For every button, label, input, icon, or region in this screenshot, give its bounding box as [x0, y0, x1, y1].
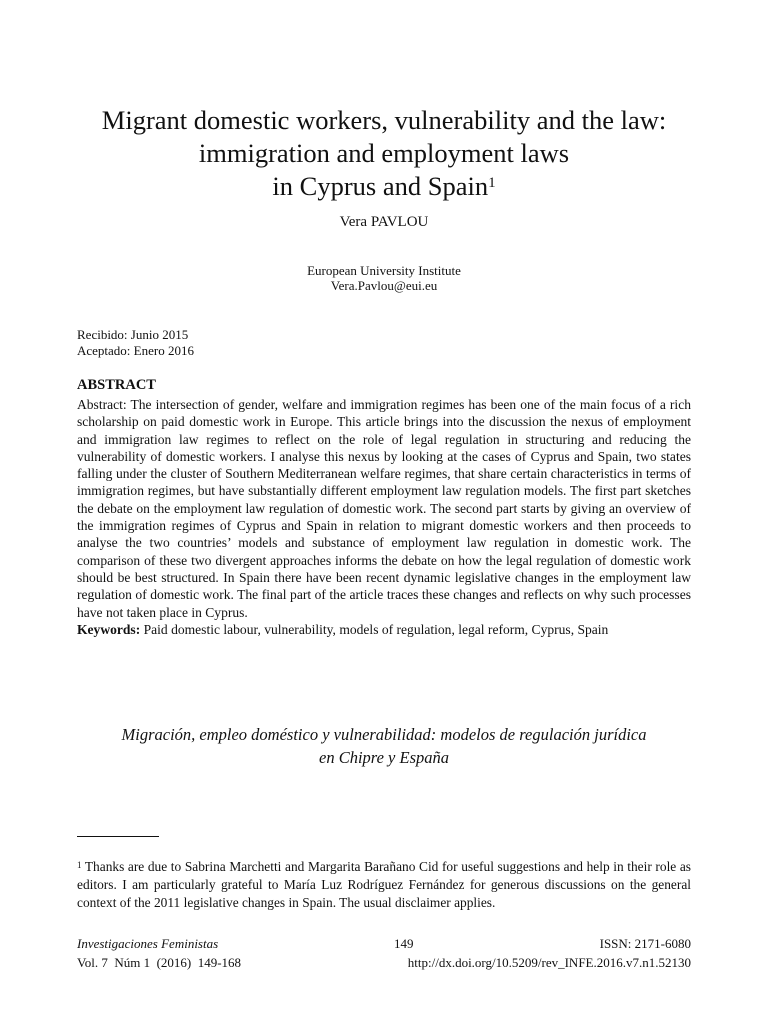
volume-info: Vol. 7 Núm 1 (2016) 149-168: [77, 955, 242, 970]
title-footnote-marker[interactable]: 1: [488, 175, 496, 191]
issn: ISSN: 2171-6080: [599, 936, 691, 951]
title-line-2: immigration and employment laws: [198, 138, 570, 168]
title-line-1: Migrant domestic workers, vulnerability and the law:: [101, 105, 667, 135]
doi-link[interactable]: http://dx.doi.org/10.5209/rev_INFE.2016.v7.n1.52130: [407, 955, 691, 970]
keywords-text: Paid domestic labour, vulnerability, models of regulation, legal reform, Cyprus, Spain: [143, 621, 609, 637]
spanish-title-line-2: en Chipre y España: [319, 748, 449, 767]
author-name: Vera PAVLOU: [339, 214, 429, 230]
affiliation-institution: European University Institute: [307, 263, 461, 278]
journal-name: Investigaciones Feministas: [77, 936, 219, 951]
footnote: [77, 858, 691, 912]
submission-dates: [77, 327, 194, 359]
footnote-separator: [77, 836, 159, 837]
article-title: [60, 104, 708, 203]
spanish-title-line-1: Migración, empleo doméstico y vulnerabilidad: modelos de regulación jurídica: [121, 725, 647, 744]
abstract-text: Abstract: The intersection of gender, welfare and immigration regimes has been one of the main focus of a rich scholarship on paid domestic work in Europe. This article brings into the discussion the nexus of employment and immigration law regimes to reflect on the role of legal regulation in structuring and reducing the vulnerability of domestic workers. I analyse this nexus by looking at the cases of Cyprus and Spain, two states falling under the cluster of Southern Mediterranean welfare regimes, that share certain characteristics in terms of immigration regimes, but have substantially different employment law regulation models. The first part sketches the debate on the employment law regulation of domestic work. The second part starts by giving an overview of the immigration regimes of Cyprus and Spain in relation to migrant domestic workers and then proceeds to analyse the two countries’ models and substance of employment law regulation in domestic work. The comparison of these two divergent approaches informs the debate on how the legal regulation of domestic work should be best structured. In Spain there have been recent dynamic legislative changes in the employment law regulation of domestic work. The final part of the article traces these changes and reflects on why such processes have not taken place in Cyprus.: [77, 397, 691, 620]
keywords-label: Keywords:: [77, 621, 141, 637]
title-line-3-text: in Cyprus and Spain: [272, 171, 489, 201]
received-date: Recibido: Junio 2015: [77, 327, 189, 342]
abstract-heading: ABSTRACT: [77, 377, 156, 393]
author-affiliation: [0, 263, 768, 293]
page-number: 149: [394, 936, 414, 951]
affiliation-email[interactable]: Vera.Pavlou@eui.eu: [330, 278, 438, 293]
abstract-body: [77, 396, 691, 638]
footnote-marker: 1: [77, 860, 82, 870]
title-line-3: [60, 170, 708, 203]
footnote-text: Thanks are due to Sabrina Marchetti and Margarita Barañano Cid for useful suggestions and help in their role as editors. I am particularly grateful to María Luz Rodríguez Fernández for generous discussions on the general context of the 2011 legislative changes in Spain. The usual disclaimer applies.: [77, 859, 691, 910]
accepted-date: Aceptado: Enero 2016: [77, 343, 194, 358]
spanish-title: [60, 723, 708, 769]
